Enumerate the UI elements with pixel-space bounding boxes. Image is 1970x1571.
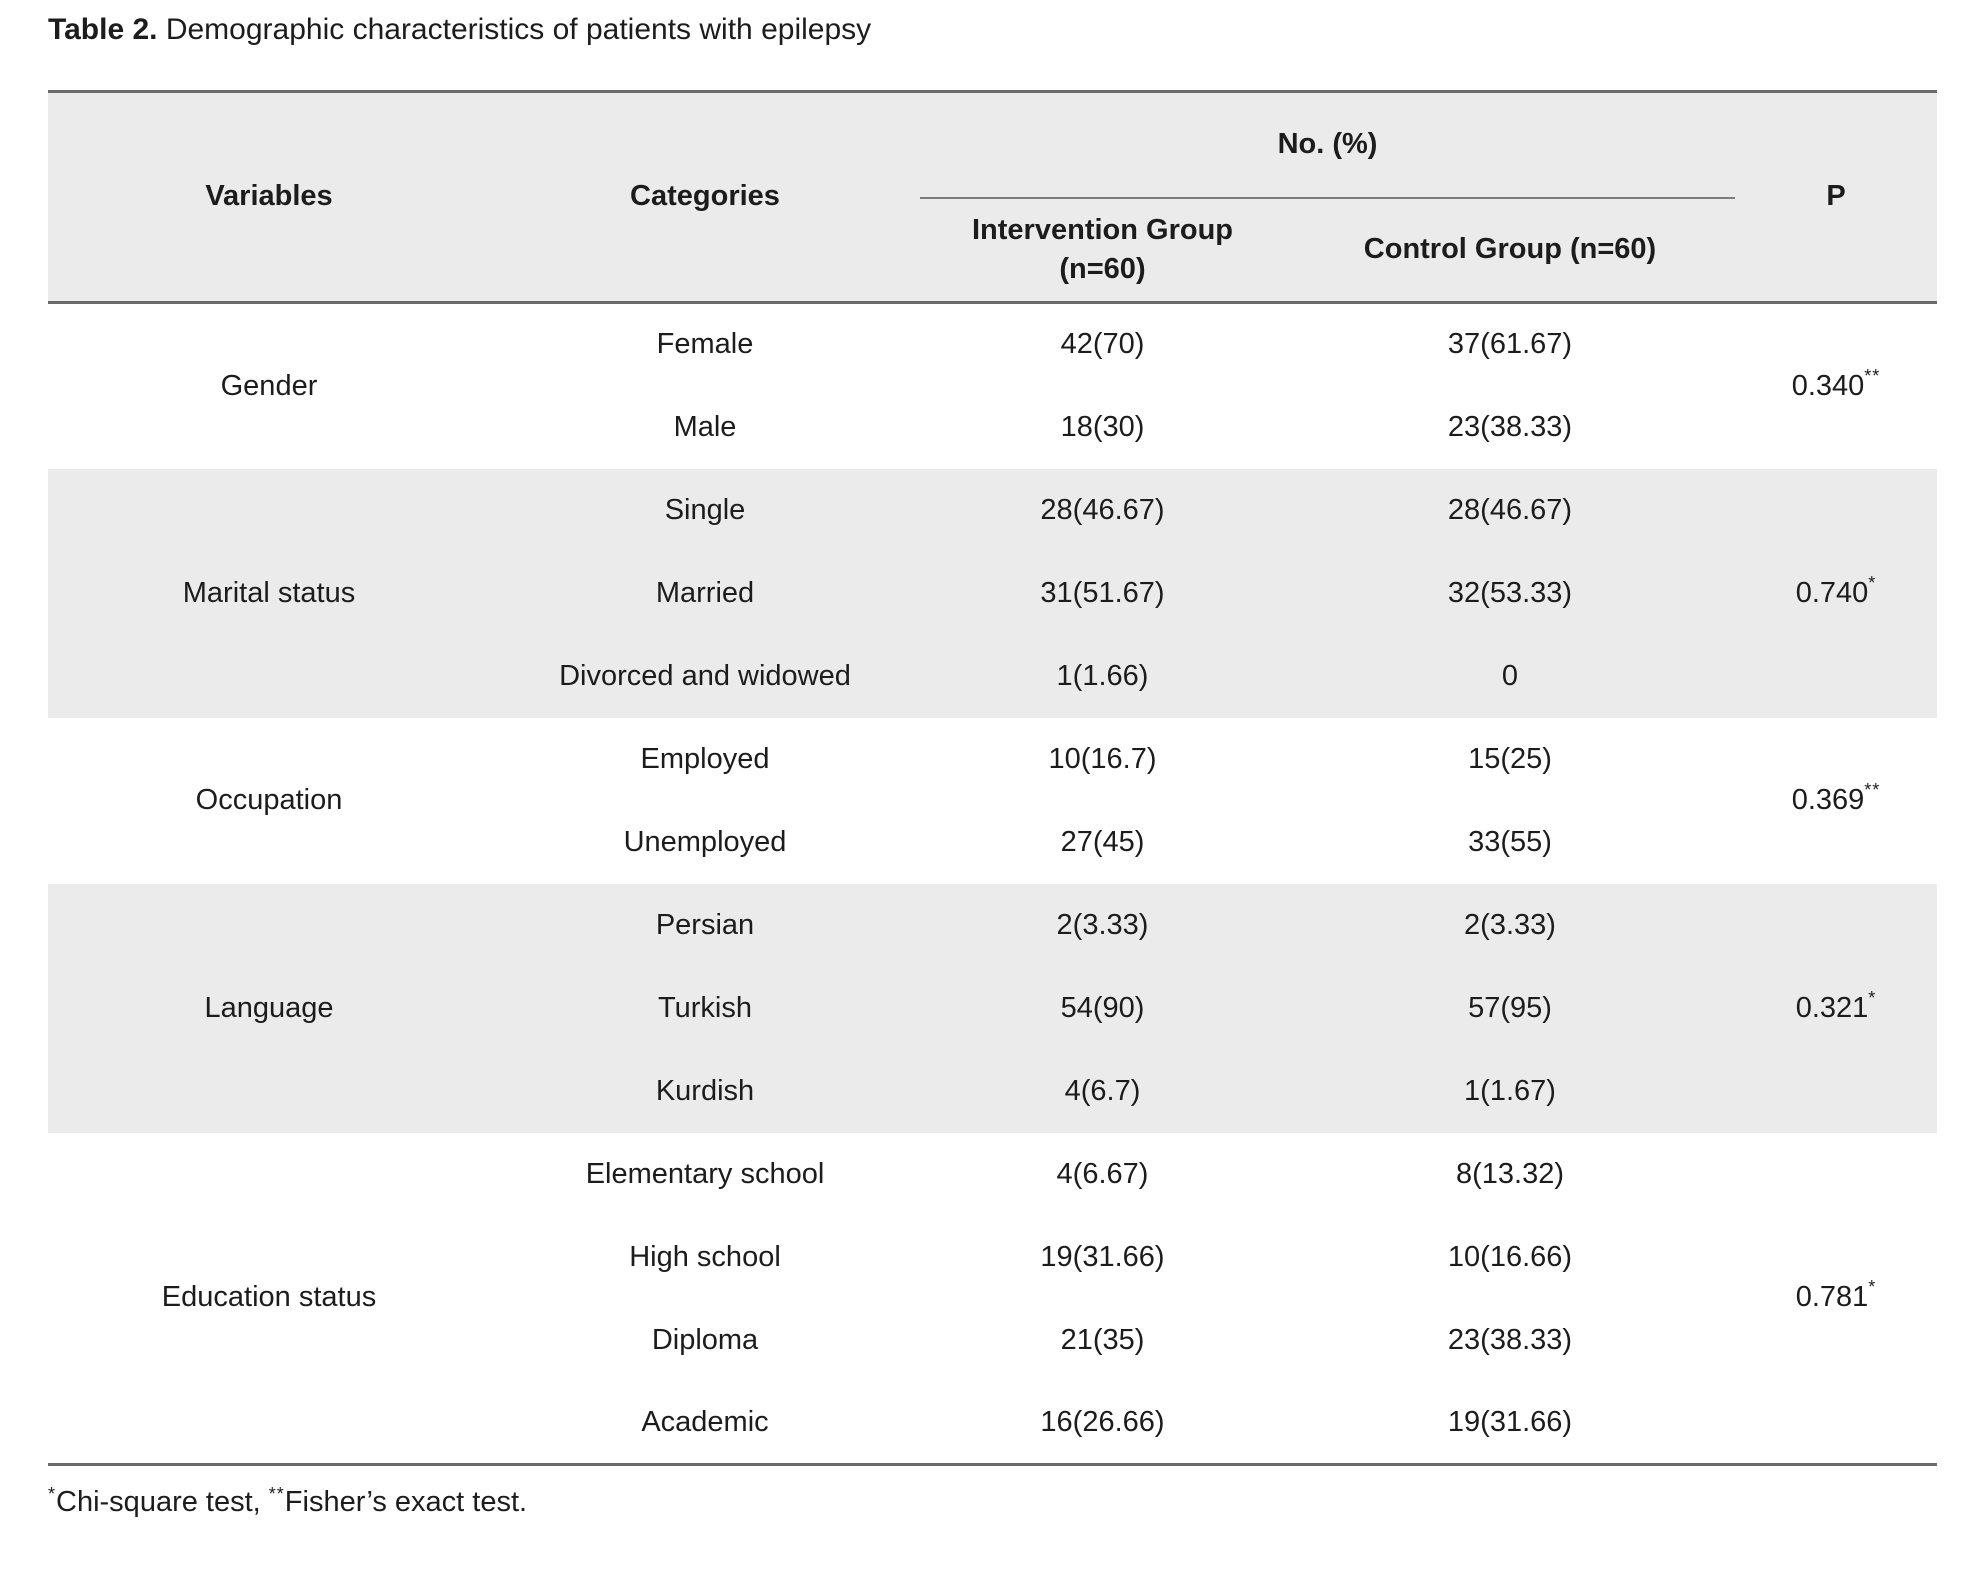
- p-value-superscript: *: [1868, 572, 1877, 593]
- table-row: [48, 1133, 1937, 1216]
- category-cell: Kurdish: [490, 1050, 920, 1133]
- intervention-value-cell: 28(46.67): [920, 469, 1285, 552]
- table-row: [48, 303, 1937, 386]
- variable-cell: Language: [48, 884, 490, 1133]
- intervention-value-cell: 21(35): [920, 1299, 1285, 1382]
- control-value-cell: 19(31.66): [1285, 1382, 1735, 1465]
- category-cell: Unemployed: [490, 801, 920, 884]
- category-cell: Female: [490, 303, 920, 386]
- variable-cell: Marital status: [48, 469, 490, 718]
- category-cell: Diploma: [490, 1299, 920, 1382]
- intervention-value-cell: 4(6.7): [920, 1050, 1285, 1133]
- variable-cell: Gender: [48, 303, 490, 469]
- p-value: 0.340: [1791, 369, 1865, 402]
- control-value-cell: 28(46.67): [1285, 469, 1735, 552]
- control-value-cell: 8(13.32): [1285, 1133, 1735, 1216]
- header-control-group: Control Group (n=60): [1285, 198, 1735, 303]
- header-intervention-group: Intervention Group (n=60): [920, 198, 1285, 303]
- category-cell: Academic: [490, 1382, 920, 1465]
- intervention-value-cell: 31(51.67): [920, 552, 1285, 635]
- table-row: [48, 469, 1937, 552]
- p-value-superscript: **: [1864, 365, 1881, 386]
- control-value-cell: 10(16.66): [1285, 1216, 1735, 1299]
- intervention-value-cell: 4(6.67): [920, 1133, 1285, 1216]
- control-value-cell: 15(25): [1285, 718, 1735, 801]
- p-value: 0.321: [1795, 991, 1869, 1024]
- intervention-value-cell: 54(90): [920, 967, 1285, 1050]
- intervention-value-cell: 2(3.33): [920, 884, 1285, 967]
- category-cell: Male: [490, 386, 920, 469]
- p-value-cell: [1735, 303, 1937, 469]
- variable-cell: Education status: [48, 1133, 490, 1465]
- control-value-cell: 0: [1285, 635, 1735, 718]
- p-value-cell: [1735, 469, 1937, 718]
- header-no-pct: No. (%): [920, 92, 1735, 198]
- table-title: [48, 12, 871, 48]
- intervention-value-cell: 1(1.66): [920, 635, 1285, 718]
- control-value-cell: 57(95): [1285, 967, 1735, 1050]
- intervention-value-cell: 42(70): [920, 303, 1285, 386]
- header-p: P: [1735, 92, 1937, 303]
- intervention-value-cell: 27(45): [920, 801, 1285, 884]
- table-number-label: Table 2.: [48, 13, 158, 46]
- control-value-cell: 23(38.33): [1285, 1299, 1735, 1382]
- intervention-value-cell: 16(26.66): [920, 1382, 1285, 1465]
- table-footnote: [48, 1486, 527, 1519]
- table-row: [48, 718, 1937, 801]
- table-row: [48, 884, 1937, 967]
- variable-cell: Occupation: [48, 718, 490, 884]
- header-row-1: [48, 92, 1937, 198]
- control-value-cell: 2(3.33): [1285, 884, 1735, 967]
- p-value-cell: [1735, 884, 1937, 1133]
- control-value-cell: 32(53.33): [1285, 552, 1735, 635]
- p-value: 0.740: [1795, 576, 1869, 609]
- control-value-cell: 23(38.33): [1285, 386, 1735, 469]
- intervention-value-cell: 18(30): [920, 386, 1285, 469]
- header-categories: Categories: [490, 92, 920, 303]
- p-value-superscript: *: [1868, 1277, 1877, 1298]
- p-value: 0.369: [1791, 784, 1865, 816]
- table-header: [48, 92, 1937, 303]
- demographics-table: [48, 90, 1937, 1466]
- fisher-note: Fisher’s exact test.: [284, 1486, 528, 1518]
- chi-square-superscript: *: [48, 1484, 57, 1504]
- p-value-superscript: **: [1864, 780, 1881, 800]
- header-variables: Variables: [48, 92, 490, 303]
- category-cell: Employed: [490, 718, 920, 801]
- category-cell: Married: [490, 552, 920, 635]
- category-cell: Persian: [490, 884, 920, 967]
- category-cell: Single: [490, 469, 920, 552]
- p-value-cell: [1735, 718, 1937, 884]
- table-title-text: Demographic characteristics of patients with epilepsy: [157, 13, 872, 46]
- category-cell: Turkish: [490, 967, 920, 1050]
- category-cell: Elementary school: [490, 1133, 920, 1216]
- intervention-value-cell: 19(31.66): [920, 1216, 1285, 1299]
- control-value-cell: 33(55): [1285, 801, 1735, 884]
- p-value-cell: [1735, 1133, 1937, 1465]
- p-value-superscript: *: [1868, 987, 1877, 1008]
- category-cell: High school: [490, 1216, 920, 1299]
- control-value-cell: 1(1.67): [1285, 1050, 1735, 1133]
- category-cell: Divorced and widowed: [490, 635, 920, 718]
- chi-square-note: Chi-square test,: [56, 1486, 269, 1518]
- control-value-cell: 37(61.67): [1285, 303, 1735, 386]
- intervention-value-cell: 10(16.7): [920, 718, 1285, 801]
- table-body: [48, 303, 1937, 1465]
- fisher-superscript: **: [268, 1484, 285, 1504]
- p-value: 0.781: [1795, 1281, 1869, 1314]
